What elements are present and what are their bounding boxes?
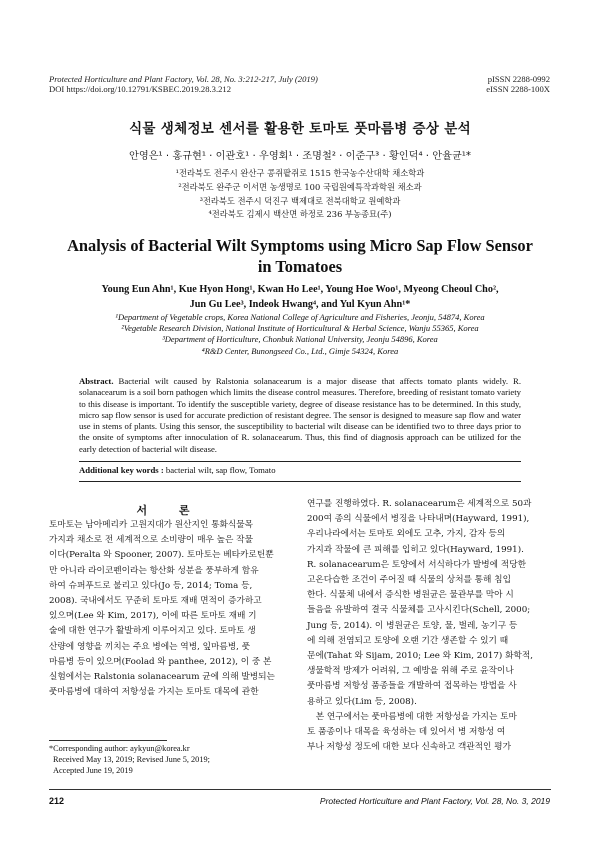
- doi-link[interactable]: DOI https://doi.org/10.12791/KSBEC.2019.28.3.212: [49, 84, 231, 94]
- body-text-line: 하여 슈퍼푸드로 불리고 있다(Jo 등, 2014; Toma 등,: [49, 580, 253, 591]
- body-text-line: 들음을 유발하여 결국 식물체를 고사시킨다(Schell, 2000;: [307, 605, 531, 616]
- body-text-line: 생물학적 방제가 어려워, 그 예방을 위해 주로 윤작이나: [307, 666, 514, 677]
- body-text-line: 고온다습한 조건이 주어질 때 식물의 상처를 통해 침입: [307, 575, 511, 586]
- page-number: 212: [49, 796, 65, 806]
- korean-affiliation: ³전라북도 전주시 덕진구 백제대로 전북대학교 원예학과: [199, 195, 401, 206]
- korean-affiliation: ¹전라북도 전주시 완산구 콩쥐팥쥐로 1515 한국농수산대학 채소학과: [175, 168, 425, 178]
- body-text-line: 마름병 등이 있으며(Foolad 와 panthee, 2012), 이 중 본: [49, 656, 272, 667]
- abstract-label: Abstract.: [79, 376, 114, 386]
- footer-divider: [49, 789, 551, 790]
- accepted-date: Accepted June 19, 2019: [53, 766, 133, 776]
- english-title-line: Analysis of Bacterial Wilt Symptoms using Micro Sap Flow Sensor: [67, 236, 533, 255]
- body-column-right: [307, 497, 551, 755]
- body-text-line: Jung 등, 2014). 이 병원균은 토양, 물, 벌레, 농기구 등: [307, 620, 518, 631]
- abstract-text: Bacterial wilt caused by Ralstonia solanacearum is a major disease that affects tomato plants widely. R. solanacearum is a soil born pathogen which limits the disease control measures. Therefore, breeding of resistant tomato variety to this disease is important. To identify the susceptible variety, degree of disease resistance has to be determined. In this study, micro sap flow sensor is used for accurate prediction of resistant degree. The sensor is designed to measure sap flow and water use in stems of plants. Using this sensor, the susceptibility to bacterial wilt disease can be identified two to three days prior to the onsite of symptoms after innoculation of R. solanacearum. Thus, this find of diagnosis approach can be utilized for the early detection of bacterial wilt disease.: [79, 376, 521, 454]
- body-text-line: 문에(Tahat 와 Sijam, 2010; Lee 와 Kim, 2017) 화학적,: [307, 651, 534, 662]
- body-text-line: 술에 대한 연구가 활발하게 이루어지고 있다. 토마토 생: [49, 626, 256, 637]
- english-title-line: in Tomatoes: [257, 256, 343, 276]
- keywords-text: bacterial wilt, sap flow, Tomato: [165, 465, 276, 475]
- body-text-line: 본 연구에서는 풋마름병에 대한 저항성을 가지는 토마: [307, 711, 517, 722]
- body-text-line: 용하고 있다(Lim 등, 2008).: [307, 696, 417, 707]
- body-text-line: 만 아니라 라이코펜이라는 항산화 성분을 풍부하게 함유: [49, 565, 259, 576]
- body-text-line: 토마토는 남아메리카 고원지대가 원산지인 통화식물목: [49, 520, 254, 530]
- footnote-divider: [49, 740, 167, 741]
- body-text-line: 있으며(Lee 와 Kim, 2017), 이에 따른 토마토 재배 기: [49, 611, 257, 622]
- journal-citation: Protected Horticulture and Plant Factory, Vol. 28, No. 3:212-217, July (2019): [49, 74, 318, 84]
- keywords-label: Additional key words :: [79, 465, 164, 475]
- body-text-line: 풋마름병에 대하여 저항성을 가지는 토마토 대목에 관한: [49, 687, 259, 698]
- keywords: [79, 465, 276, 475]
- body-text-line: 가지과 채소로 전 세계적으로 소비량이 매우 높은 작물: [49, 535, 253, 546]
- body-text-line: R. solanacearum은 토양에서 서식하다가 발병에 적당한: [307, 559, 526, 570]
- body-text-line: 우리나라에서는 토마토 외에도 고추, 가지, 감자 등의: [307, 529, 506, 540]
- english-affiliation: ¹Department of Vegetable crops, Korea National College of Agriculture and Fisheries, Jeonju, 54874, Korea: [115, 312, 485, 322]
- english-title: [40, 236, 560, 277]
- korean-affiliation: ⁴전라북도 김제시 백산면 하정로 236 부농종묘(주): [208, 209, 392, 220]
- english-affiliation: ³Department of Horticulture, Chonbuk National University, Jeonju 54896, Korea: [162, 334, 438, 345]
- eissn: eISSN 2288-100X: [486, 84, 550, 94]
- english-affiliations: [40, 312, 560, 357]
- body-text-line: 산량에 영향을 끼치는 주요 병에는 역병, 잎마름병, 풋: [49, 641, 251, 652]
- body-text-line: 연구를 진행하였다. R. solanacearum은 세계적으로 50과: [307, 499, 532, 509]
- received-dates: Received May 13, 2019; Revised June 5, 2019;: [53, 755, 210, 765]
- body-text-line: 한다. 식물체 내에서 증식한 병원균은 물관부를 막아 시: [307, 590, 514, 601]
- divider: [79, 461, 521, 462]
- section-heading: 서 론: [136, 504, 204, 517]
- body-text-line: 가지과 작물에 큰 피해를 입히고 있다(Hayward, 1991).: [307, 544, 524, 555]
- korean-affiliation: ²전라북도 완주군 이서면 농생명로 100 국립원예특작과학원 채소과: [178, 181, 422, 192]
- english-authors: [40, 283, 560, 312]
- body-text-line: 실험에서는 Ralstonia solanacearum 균에 의해 발병되는: [49, 672, 275, 683]
- body-text-line: 풋마름병 저항성 품종들을 개발하여 접목하는 방법을 사: [307, 681, 517, 692]
- english-affiliation: ²Vegetable Research Division, National Institute of Horticultural & Herbal Science, Wanju 55365, Korea: [121, 323, 479, 334]
- korean-affiliations: [150, 167, 450, 222]
- body-text-line: 이다(Peralta 와 Spooner, 2007). 토마토는 베타카로틴뿐: [49, 550, 274, 561]
- body-text-line: 에 의해 전염되고 토양에 오랜 기간 생존할 수 있기 때: [307, 635, 509, 646]
- divider: [79, 481, 521, 482]
- footer-journal: Protected Horticulture and Plant Factory, Vol. 28, No. 3, 2019: [319, 796, 550, 806]
- korean-title: 식물 생체정보 센서를 활용한 토마토 풋마름병 증상 분석: [129, 121, 471, 137]
- body-text-line: 200여 종의 식물에서 병징을 나타내며(Hayward, 1991),: [307, 514, 530, 525]
- korean-authors: 안영은¹ · 홍규현¹ · 이관호¹ · 우영회¹ · 조명철² · 이준구³ · 황인덕⁴ · 안율균¹*: [129, 151, 471, 162]
- footnotes: [49, 743, 210, 777]
- pissn: pISSN 2288-0992: [487, 74, 550, 84]
- body-column-left: [49, 518, 293, 700]
- body-text-line: 2008). 국내에서도 꾸준히 토마토 재배 면적이 증가하고: [49, 596, 262, 607]
- body-text-line: 부나 저항성 정도에 대한 보다 신속하고 객관적인 평가: [307, 742, 511, 753]
- english-authors-line: Jun Gu Lee³, Indeok Hwang⁴, and Yul Kyun Ahn¹*: [189, 298, 411, 310]
- abstract: [79, 376, 521, 455]
- corresponding-author: *Corresponding author: aykyun@korea.kr: [49, 744, 190, 753]
- english-authors-line: Young Eun Ahn¹, Kue Hyon Hong¹, Kwan Ho Lee¹, Young Hoe Woo¹, Myeong Cheoul Cho²,: [101, 284, 499, 295]
- body-text-line: 토 품종이나 대목을 육성하는 데 있어서 병 저항성 여: [307, 727, 506, 738]
- english-affiliation: ⁴R&D Center, Bunongseed Co., Ltd., Gimje 54324, Korea: [201, 345, 399, 356]
